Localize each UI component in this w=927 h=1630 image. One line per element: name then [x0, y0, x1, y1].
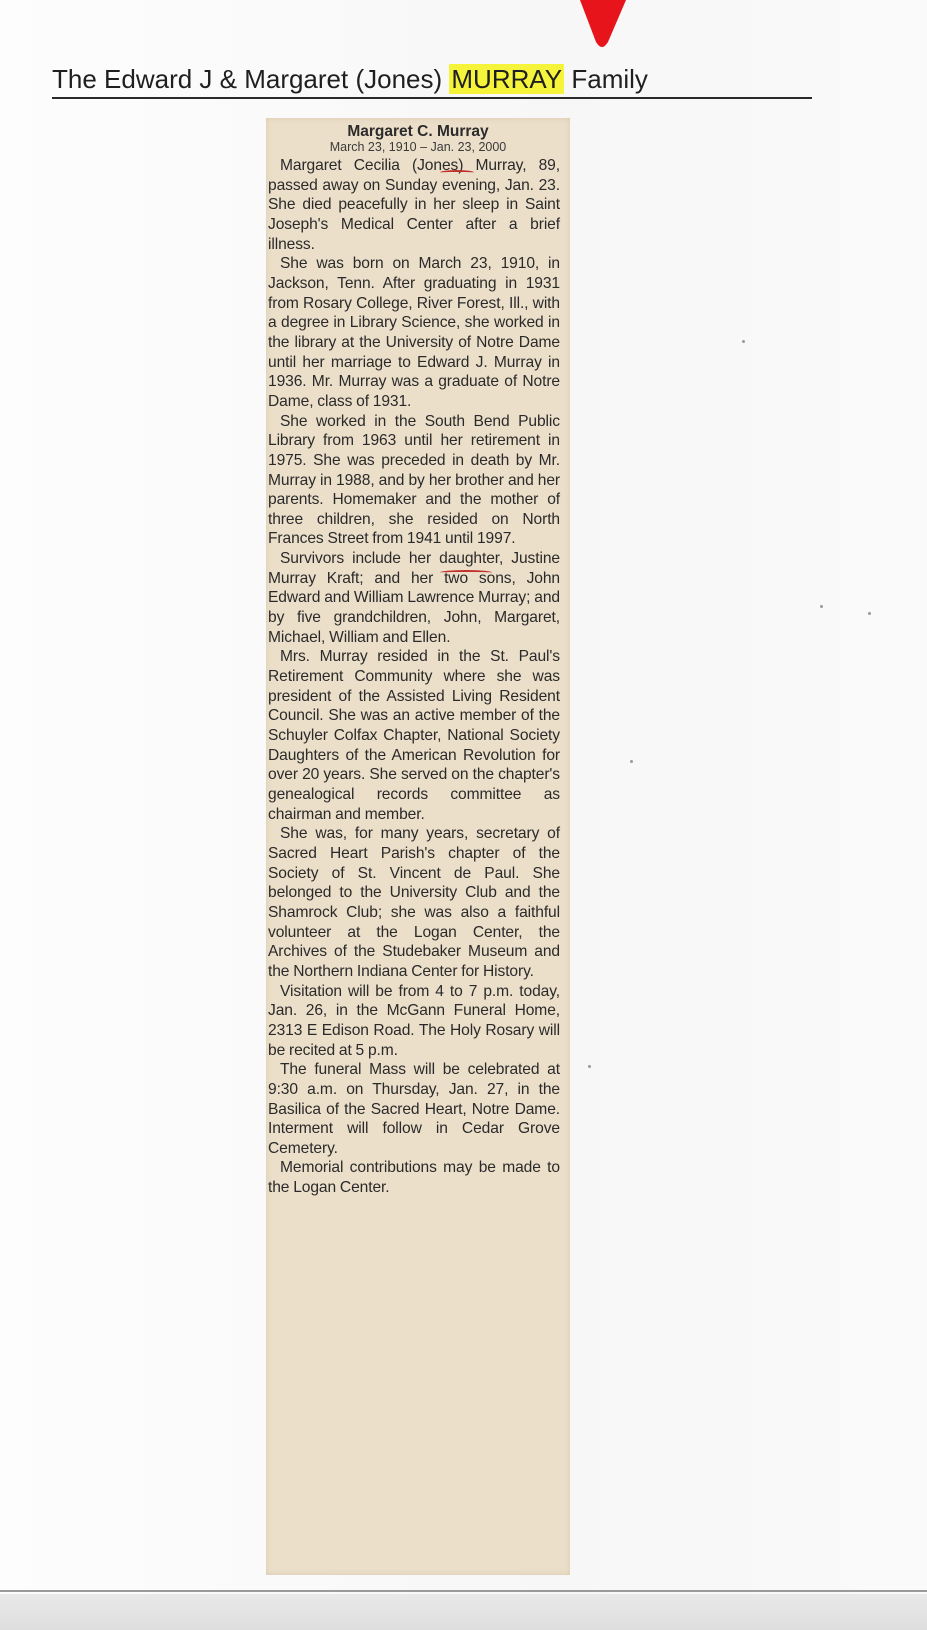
obituary-paragraph: The funeral Mass will be celebrated at 9:30 a.m. on Thursday, Jan. 27, in the Basilica of the Sacred Heart, Notre Dame. Interment will follow in Cedar Grove Cemetery.: [268, 1061, 560, 1157]
title-highlight: MURRAY: [451, 64, 563, 94]
obituary-paragraph: Mrs. Murray resided in the St. Paul's Retirement Community where she was president of the Assisted Living Resident Council. She was an active member of the Schuyler Colfax Chapter, National Society Daughters of the American Revolution for over 20 years. She served on the chapter's genealogical records committee as chairman and member.: [268, 648, 560, 823]
title-suffix: Family: [571, 64, 648, 94]
red-bookmark-tab: [578, 0, 628, 50]
page-bottom-rule: [0, 1590, 927, 1592]
obituary-name: Margaret C. Murray: [347, 123, 489, 140]
obituary-paragraph: Survivors include her daughter, Justine Murray Kraft; and her two sons, John Edward and William Lawrence Murray; and by five grandchildren, John, Margaret, Michael, William and Ellen.: [268, 550, 560, 646]
red-ink-underline: [440, 570, 492, 575]
obituary-paragraph: Memorial contributions may be made to the Logan Center.: [268, 1159, 560, 1197]
title-prefix: The Edward J & Margaret (Jones): [52, 64, 443, 94]
title-underline: [52, 97, 812, 99]
obituary-body: [266, 124, 570, 1198]
newspaper-clipping: [266, 118, 570, 1575]
scanner-edge: [0, 1594, 927, 1630]
scan-speck: [820, 605, 823, 608]
scan-speck: [630, 760, 633, 763]
obituary-paragraph: She worked in the South Bend Public Library from 1963 until her retirement in 1975. She was preceded in death by Mr. Murray in 1988, and by her brother and her parents. Homemaker and the mother of three children, she resided on North Frances Street from 1941 until 1997.: [268, 412, 560, 548]
red-ink-underline: [440, 170, 474, 175]
obituary-paragraph: She was born on March 23, 1910, in Jackson, Tenn. After graduating in 1931 from Rosary College, River Forest, Ill., with a degree in Library Science, she worked in the library at the University of Notre Dame until her marriage to Edward J. Murray in 1936. Mr. Murray was a graduate of Notre Dame, class of 1931.: [268, 255, 560, 410]
scan-speck: [868, 612, 871, 615]
obituary-dates: March 23, 1910 – Jan. 23, 2000: [329, 140, 507, 154]
scan-speck: [588, 1065, 591, 1068]
page-title: [52, 64, 648, 94]
obituary-paragraph: Margaret Cecilia (Jones) Murray, 89, passed away on Sunday evening, Jan. 23. She died peacefully in her sleep in Saint Joseph's Medical Center after a brief illness.: [268, 157, 560, 253]
obituary-paragraph: She was, for many years, secretary of Sacred Heart Parish's chapter of the Society of St. Vincent de Paul. She belonged to the University Club and the Shamrock Club; she was also a faithful volunteer at the Logan Center, the Archives of the Studebaker Museum and the Northern Indiana Center for History.: [268, 825, 560, 980]
scan-speck: [742, 340, 745, 343]
obituary-paragraph: Visitation will be from 4 to 7 p.m. today, Jan. 26, in the McGann Funeral Home, 2313 E Edison Road. The Holy Rosary will be recited at 5 p.m.: [268, 982, 560, 1059]
